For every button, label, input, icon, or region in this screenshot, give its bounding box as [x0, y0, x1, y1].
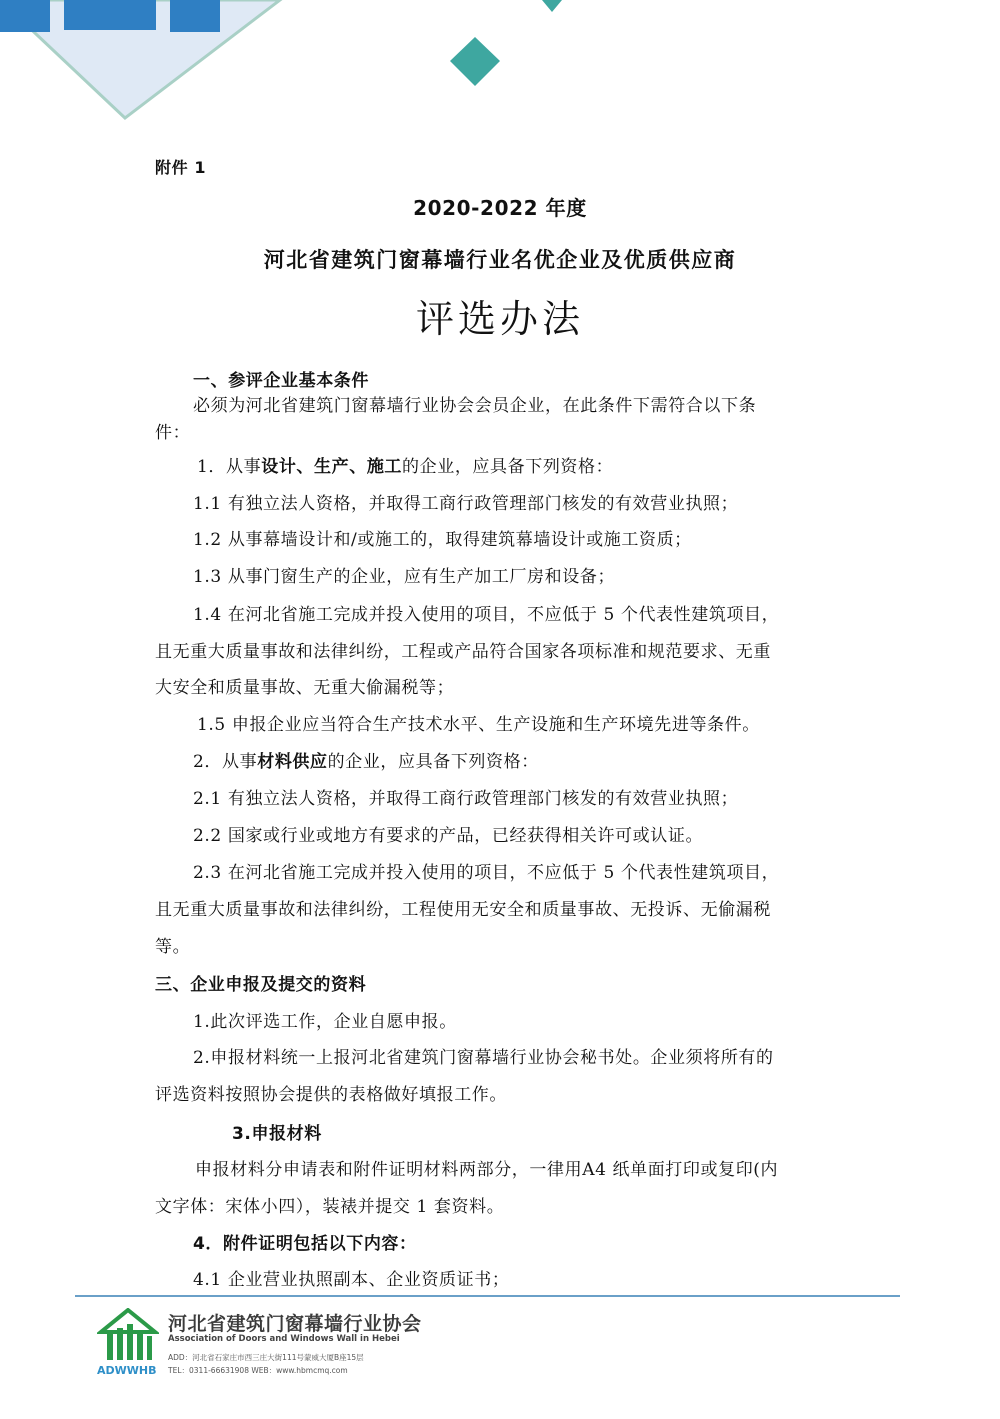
blue-square-1: [0, 0, 50, 32]
teal-diamond: [450, 37, 500, 86]
blue-square-2: [64, 0, 156, 30]
item-1-1: 1.1 有独立法人资格，并取得工商行政管理部门核发的有效营业执照；: [193, 494, 739, 514]
item-2-1: 2.1 有独立法人资格，并取得工商行政管理部门核发的有效营业执照；: [193, 789, 739, 809]
s3-item-4-1: 4.1 企业营业执照副本、企业资质证书；: [193, 1270, 510, 1290]
item-1-2: 1.2 从事幕墙设计和/或施工的，取得建筑幕墙设计或施工资质；: [193, 530, 692, 550]
s3-item-3-heading: 3.申报材料: [232, 1124, 322, 1144]
item-2-prefix: 2．从事: [193, 752, 258, 772]
item-2-suffix: 的企业，应具备下列资格：: [327, 752, 539, 772]
annex-label: 附件 1: [155, 158, 207, 177]
s3-item-4-heading: 4．附件证明包括以下内容：: [193, 1234, 417, 1254]
s3-item-2-line-1: 2.申报材料统一上报河北省建筑门窗幕墙行业协会秘书处。企业须将所有的: [193, 1048, 774, 1068]
s3-item-3-line-2: 文字体：宋体小四），装裱并提交 1 套资料。: [155, 1197, 505, 1217]
footer-org-chinese-name: 河北省建筑门窗幕墙行业协会: [168, 1313, 422, 1335]
header-decoration: [0, 0, 600, 125]
association-logo-icon: [97, 1308, 159, 1364]
item-1-4-line-1: 1.4 在河北省施工完成并投入使用的项目，不应低于 5 个代表性建筑项目，: [193, 605, 780, 625]
s1-intro-line-2: 件：: [155, 423, 191, 443]
section-1-heading: 一、参评企业基本条件: [193, 371, 369, 391]
small-teal-triangle: [542, 0, 562, 12]
doc-subtitle: 评选办法: [415, 297, 584, 341]
s1-intro-line-1: 必须为河北省建筑门窗幕墙行业协会会员企业，在此条件下需符合以下条: [193, 396, 757, 416]
item-1-4-line-2: 且无重大质量事故和法律纠纷，工程或产品符合国家各项标准和规范要求、无重: [155, 642, 771, 662]
item-1-4-line-3: 大安全和质量事故、无重大偷漏税等；: [155, 678, 455, 698]
item-2-3-line-2: 且无重大质量事故和法律纠纷，工程使用无安全和质量事故、无投诉、无偷漏税: [155, 900, 771, 920]
item-1-3: 1.3 从事门窗生产的企业，应有生产加工厂房和设备；: [193, 567, 616, 587]
item-2-line: [193, 747, 539, 772]
item-1-bold: 设计、生产、施工: [261, 457, 403, 477]
blue-square-3: [170, 0, 220, 32]
item-1-suffix: 的企业，应具备下列资格：: [402, 457, 614, 477]
footer-org-english-name: Association of Doors and Windows Wall in Hebei: [168, 1334, 400, 1344]
footer-contact: TEL：0311-66631908 WEB：www.hbmcmq.com: [168, 1366, 348, 1375]
item-1-prefix: 1．从事: [197, 457, 262, 477]
doc-title: 河北省建筑门窗幕墙行业名优企业及优质供应商: [263, 248, 737, 272]
footer-address: ADD：河北省石家庄市西三庄大街111号蒙威大厦B座15层: [168, 1353, 364, 1362]
item-2-3-line-3: 等。: [155, 937, 191, 957]
footer-divider: [75, 1295, 900, 1297]
item-2-bold: 材料供应: [257, 752, 328, 772]
item-1-line: [197, 452, 613, 477]
item-1-5: 1.5 申报企业应当符合生产技术水平、生产设施和生产环境先进等条件。: [197, 715, 760, 735]
section-3-heading: 三、企业申报及提交的资料: [155, 975, 367, 995]
s3-item-1: 1.此次评选工作，企业自愿申报。: [193, 1012, 457, 1032]
item-2-3-line-1: 2.3 在河北省施工完成并投入使用的项目，不应低于 5 个代表性建筑项目，: [193, 863, 780, 883]
footer-abbreviation: ADWWHB: [97, 1364, 157, 1377]
s3-item-3-line-1: 申报材料分申请表和附件证明材料两部分，一律用A4 纸单面打印或复印(内: [195, 1160, 779, 1180]
doc-year: 2020-2022 年度: [413, 196, 587, 220]
item-2-2: 2.2 国家或行业或地方有要求的产品，已经获得相关许可或认证。: [193, 826, 704, 846]
s3-item-2-line-2: 评选资料按照协会提供的表格做好填报工作。: [155, 1085, 507, 1105]
